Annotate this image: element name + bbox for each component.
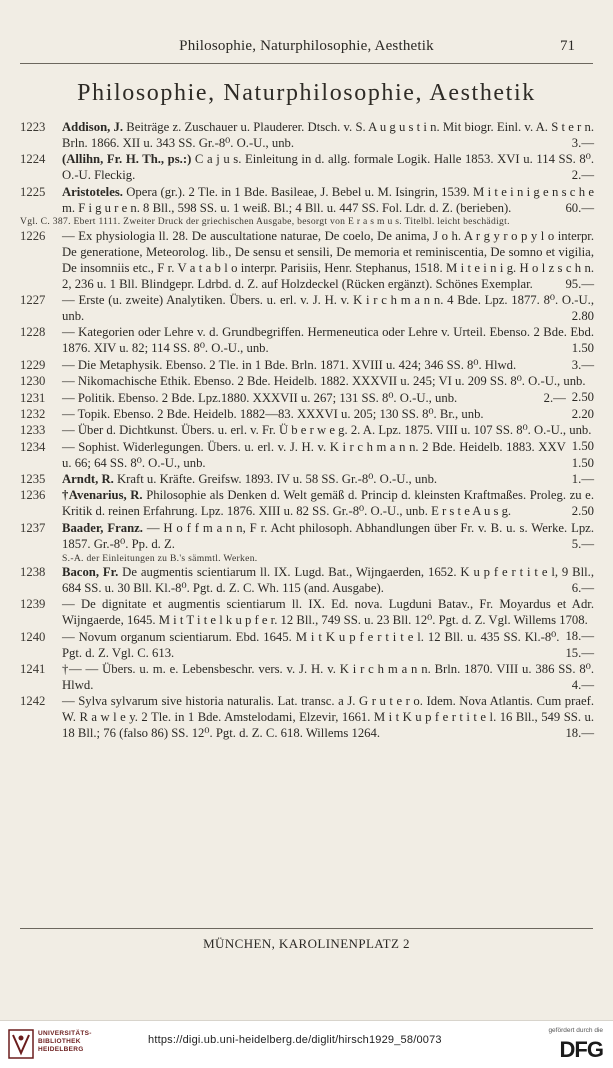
entry-number: 1235: [20, 472, 46, 487]
entry-description: C a j u s. Einleitung in d. allg. formale Logik. Halle 1853. XVI u. 114 SS. 8⁰. O.-U. Fleckig.: [62, 152, 594, 183]
entry-description: Philosophie als Denken d. Welt gemäß d. Princip d. kleinsten Kraftmaßes. Proleg. zu e. Kritik d. reinen Erfahrung. Lpz. 1876. XIII u. 82 SS. Gr.-8⁰. O.-U., unb. E r s t e A u s g.: [62, 488, 594, 519]
entry-list: [20, 120, 594, 743]
entry-note: Vgl. C. 387. Ebert 1111. Zweiter Druck der griechischen Ausgabe, besorgt von E r a s m u s. Titelbl. leicht beschädigt.: [20, 216, 510, 228]
entry-description: — Novum organum scientiarum. Ebd. 1645. M i t K u p f e r t i t e l. 12 Bll. u. 435 SS. Kl.-8⁰. Pgt. d. Z. Vgl. C. 613.: [62, 629, 560, 660]
entry-number: 1227: [20, 293, 46, 308]
library-logo-line: UNIVERSITÄTS-: [38, 1030, 92, 1037]
catalog-entry: [20, 358, 594, 374]
entry-number: 1236: [20, 488, 46, 503]
entry-author: Bacon, Fr.: [62, 565, 119, 580]
permalink-url[interactable]: https://digi.ub.uni-heidelberg.de/diglit/hirsch1929_58/0073: [148, 1034, 442, 1046]
entry-price: 15.—: [565, 645, 594, 660]
entry-number: 1226: [20, 228, 46, 243]
entry-author: Arndt, R.: [62, 472, 114, 487]
entry-price: 95.—: [565, 276, 594, 291]
catalog-entry: [20, 229, 594, 293]
entry-description: Opera (gr.). 2 Tle. in 1 Bde. Basileae, J. Bebel u. M. Isingrin, 1539. M i t e i n i g e n s c h e m. F i g u r e n. 8 Bll., 598 SS. u. 1 weiß. Bl.; 4 Bll. u. 447 SS. Fol. Ldr. d. Z. (berieben).: [62, 184, 594, 215]
entry-number: 1225: [20, 184, 46, 199]
entry-number: 1230: [20, 374, 46, 389]
library-logo-line: HEIDELBERG: [38, 1046, 84, 1053]
entry-description: De augmentis scientiarum ll. IX. Lugd. Bat., Wijngaerden, 1652. K u p f e r t i t e l, 9 Bll., 684 SS. u. 30 Bll. Kl.-8⁰. Pgt. d. Z. C. Wh. 115 (and. Ausgabe).: [62, 565, 594, 595]
entry-description: — De dignitate et augmentis scientiarum ll. IX. Ed. nova. Lugduni Batav., Fr. Moyardus et Adr. Wijngaerde, 1645. M i t T i t e l k u p f e r. 12 Bll., 749 SS. u. 23 Bll. 12⁰. Pgt. d. Z. Vgl. Willems 1708.: [62, 597, 594, 628]
entry-price: 2.20: [571, 406, 594, 421]
catalog-entry: [20, 662, 594, 694]
catalog-entry: [20, 185, 594, 229]
entry-price: 1.50: [571, 455, 594, 470]
entry-number: 1232: [20, 406, 46, 421]
entry-price: 2.50: [571, 390, 594, 404]
entry-number: 1231: [20, 390, 46, 405]
entry-number: 1239: [20, 597, 46, 612]
catalog-entry: [20, 472, 594, 488]
catalog-entry: [20, 565, 594, 597]
header-rule: [20, 63, 593, 64]
running-head: [0, 38, 613, 58]
catalog-entry: [20, 391, 594, 407]
dfg-caption: gefördert durch die: [548, 1027, 603, 1034]
entry-number: 1237: [20, 520, 46, 535]
page-number: 71: [560, 38, 575, 54]
footer-rule: [20, 928, 593, 929]
entry-number: 1233: [20, 423, 46, 438]
entry-price: 3.—: [571, 135, 594, 150]
entry-author: Aristoteles.: [62, 184, 123, 199]
entry-price: 18.—: [565, 629, 594, 644]
entry-author: Baader, Franz.: [62, 520, 143, 535]
entry-price: 1.50: [571, 439, 594, 454]
entry-price: 2.50: [571, 504, 594, 519]
dfg-logo: DFG: [559, 1037, 603, 1062]
entry-description: †— — Übers. u. m. e. Lebensbeschr. vers. v. J. H. v. K i r c h m a n n. Brln. 1870. VIII u. 386 SS. 8⁰. Hlwd.: [62, 662, 594, 692]
entry-number: 1240: [20, 629, 46, 644]
entry-price: 2.—: [571, 168, 594, 183]
entry-description: — H o f f m a n n, F r. Acht philosoph. Abhandlungen über Fr. v. B. u. s. Werke. Lpz. 1857. Gr.-8⁰. Pp. d. Z.: [62, 520, 594, 551]
entry-number: 1241: [20, 662, 46, 676]
entry-price: 3.—: [571, 357, 594, 372]
entry-description: — Sylva sylvarum sive historia naturalis. Lat. transc. a J. G r u t e r o. Idem. Nova Atlantis. Cum praef. W. R a w l e y. 2 Tle. in 1 Bde. Amstelodami, Elzevir, 1661. M i t K u p f e r t i t e l. 16 Bll., 549 SS. u. 18 Bll.; 76 (falso 86) SS. 12⁰. Pgt. d. Z. C. 618. Willems 1264.: [62, 694, 594, 741]
entry-description: — Ex physiologia ll. 28. De auscultatione naturae, De coelo, De anima, J o h. A r g y r o p y l o interpr. De generatione, Meteorolog. lib., De sensu et sensili, De memoria et reminiscentia, De somno et vigilia, De insomniis etc., F r. V a t a b l o interpr. Parisiis, Henr. Stephanus, 1518. M i t e i n i g. H o l z s c h n. 2, 236 u. 1 Bll. Blindgepr. Ldrbd. d. Z. auf Holzdeckel (Rücken ergänzt). Schönes Exemplar.: [62, 228, 594, 291]
running-title: Philosophie, Naturphilosophie, Aesthetik: [179, 38, 434, 54]
library-logo-text: [38, 1030, 92, 1054]
footer-address: MÜNCHEN, KAROLINENPLATZ 2: [203, 936, 410, 951]
entry-price: 1.50: [571, 341, 594, 356]
catalog-entry: [20, 120, 594, 152]
entry-number: 1234: [20, 439, 46, 454]
entry-price: 5.—: [571, 536, 594, 551]
entry-author: Addison, J.: [62, 120, 124, 134]
catalog-entry: [20, 694, 594, 742]
entry-description: — Topik. Ebenso. 2 Bde. Heidelb. 1882—83. XXXVI u. 205; 130 SS. 8⁰. Br., unb.: [62, 406, 484, 421]
catalog-entry: [20, 488, 594, 520]
university-seal-icon: [8, 1029, 34, 1059]
entry-number: 1224: [20, 152, 46, 167]
catalog-entry: [20, 440, 594, 472]
entry-number: 1238: [20, 565, 46, 580]
entry-number: 1242: [20, 694, 46, 709]
entry-description: — Nikomachische Ethik. Ebenso. 2 Bde. Heidelb. 1882. XXXVII u. 245; VI u. 209 SS. 8⁰. O.-U., unb.: [62, 374, 586, 389]
entry-description: — Sophist. Widerlegungen. Übers. u. erl. v. J. H. v. K i r c h m a n n. 2 Bde. Heidelb. 1883. XXV u. 66; 64 SS. 8⁰. O.-U., unb.: [62, 439, 566, 470]
entry-author: †Avenarius, R.: [62, 488, 143, 503]
entry-description: Beiträge z. Zuschauer u. Plauderer. Dtsch. v. S. A u g u s t i n. Mit biogr. Einl. v. A. S t e r n. Brln. 1866. XII u. 343 SS. Gr.-8⁰. O.-U., unb.: [62, 120, 594, 150]
entry-number: 1228: [20, 325, 46, 340]
entry-price: 1.—: [571, 472, 594, 487]
entry-description: — Kategorien oder Lehre v. d. Grundbegriffen. Hermeneutica oder Lehre v. Urteil. Ebenso. 2 Bde. Ebd. 1876. XIV u. 82; 114 SS. 8⁰. O.-U., unb.: [62, 325, 594, 356]
catalog-entry: [20, 152, 594, 184]
entry-note: S.-A. der Einleitungen zu B.'s sämmtl. Werken.: [62, 552, 258, 564]
catalog-entry: [20, 293, 594, 325]
viewer-bottom-bar: [0, 1020, 613, 1068]
entry-price: 6.—: [571, 580, 594, 595]
entry-number: 1229: [20, 357, 46, 372]
catalog-entry: [20, 630, 594, 662]
entry-description: — Politik. Ebenso. 2 Bde. Lpz.1880. XXXVII u. 267; 131 SS. 8⁰. O.-U., unb.: [62, 390, 458, 405]
catalog-entry: [20, 325, 594, 357]
library-logo-line: BIBLIOTHEK: [38, 1038, 81, 1045]
entry-description: — Über d. Dichtkunst. Übers. u. erl. v. Fr. Ü b e r w e g. 2. A. Lpz. 1875. VIII u. 107 SS. 8⁰. O.-U., unb.: [62, 423, 592, 438]
catalog-entry: [20, 521, 594, 565]
entry-description: Kraft u. Kräfte. Greifsw. 1893. IV u. 58 SS. Gr.-8⁰. O.-U., unb.: [116, 472, 438, 487]
entry-price: 18.—: [565, 726, 594, 741]
entry-price: 60.—: [565, 200, 594, 215]
entry-author: (Allihn, Fr. H. Th., ps.:): [62, 152, 192, 167]
section-title: Philosophie, Naturphilosophie, Aesthetik: [77, 80, 536, 106]
catalog-entry: [20, 407, 594, 423]
entry-price: 2.80: [571, 308, 594, 323]
entry-number: 1223: [20, 120, 46, 134]
entry-price: 2.—: [543, 390, 566, 405]
entry-price: 4.—: [571, 677, 594, 692]
entry-description: — Erste (u. zweite) Analytiken. Übers. u. erl. v. J. H. v. K i r c h m a n n. 4 Bde. Lpz. 1877. 8⁰. O.-U., unb.: [62, 293, 594, 323]
entry-description: — Die Metaphysik. Ebenso. 2 Tle. in 1 Bde. Brln. 1871. XVIII u. 424; 346 SS. 8⁰. Hlwd.: [62, 357, 517, 372]
